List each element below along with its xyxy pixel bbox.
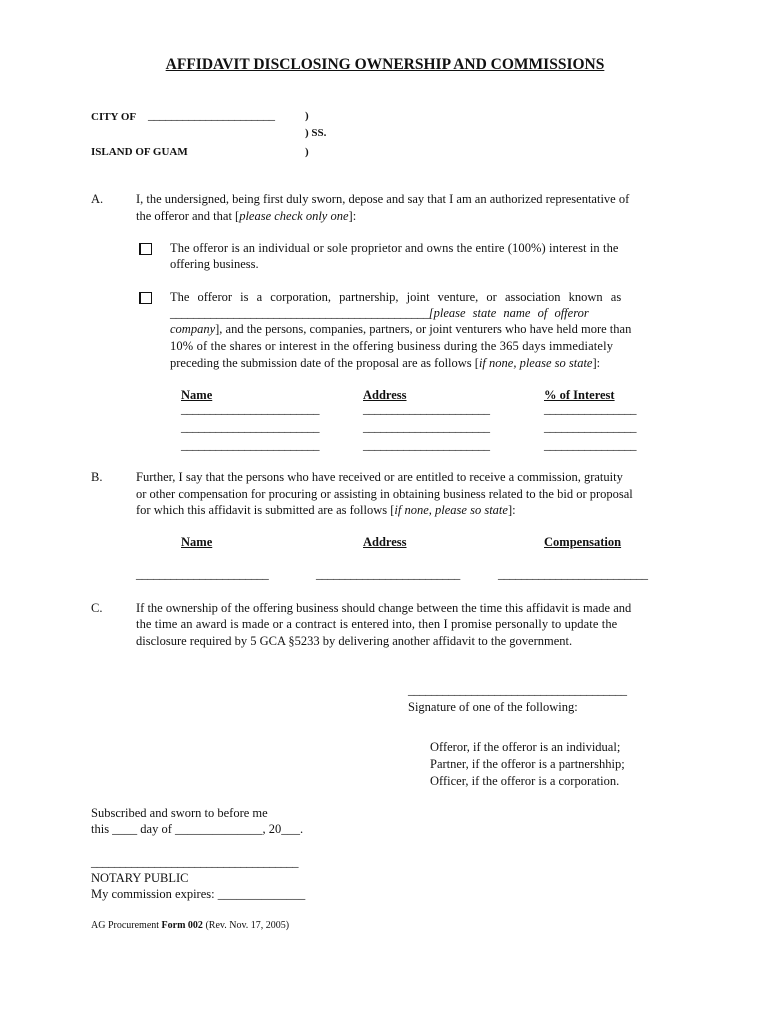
section-b-line-2: or other compensation for procuring or assisting in obtaining business related to the bid or proposal (136, 487, 633, 501)
a-col-address-header: Address (363, 388, 407, 402)
section-a-letter: A. (91, 192, 104, 206)
paren-ss: ) SS. (305, 127, 327, 139)
checkbox-corporation[interactable] (139, 292, 152, 304)
form-footer: AG Procurement Form 002 (Rev. Nov. 17, 2005) (91, 920, 290, 931)
option-individual-line-1: The offeror is an individual or sole proprietor and owns the entire (100%) interest in the (170, 241, 619, 255)
a-row2-interest-blank[interactable]: ________________ (544, 420, 636, 434)
a-row1-address-blank[interactable]: ______________________ (363, 402, 490, 416)
notary-signature-line[interactable]: ____________________________________ (91, 855, 298, 869)
option-corporation-line-3: company], and the persons, companies, partners, or joint venturers who have held more than (170, 322, 632, 336)
sworn-line-2: this ____ day of ______________, 20___. (91, 822, 304, 836)
section-b-line-3: for which this affidavit is submitted are as follows [if none, please so state]: (136, 503, 516, 517)
a-row3-name-blank[interactable]: ________________________ (181, 438, 319, 452)
b-address-blank[interactable]: _________________________ (316, 567, 460, 581)
option-corporation-line-4: 10% of the shares or interest in the offering business during the 365 days immediately (170, 339, 614, 353)
a-row2-name-blank[interactable]: ________________________ (181, 420, 319, 434)
island-label: ISLAND OF GUAM (91, 146, 188, 158)
a-row3-interest-blank[interactable]: ________________ (544, 438, 636, 452)
a-col-name-header: Name (181, 388, 213, 402)
option-corporation-line-2: _____________________________________________[please state name of offeror (170, 306, 589, 320)
option-corporation-line-5: preceding the submission date of the proposal are as follows [if none, please so state]: (170, 356, 601, 370)
section-b-letter: B. (91, 470, 103, 484)
city-blank: ______________________ (148, 108, 275, 122)
document-title: AFFIDAVIT DISCLOSING OWNERSHIP AND COMMISSIONS (165, 56, 605, 73)
sworn-line-1: Subscribed and sworn to before me (91, 806, 268, 820)
checkbox-individual[interactable] (139, 243, 152, 255)
notary-title: NOTARY PUBLIC (91, 871, 189, 885)
signature-role-officer: Officer, if the offeror is a corporation. (430, 774, 620, 788)
a-row2-address-blank[interactable]: ______________________ (363, 420, 490, 434)
section-c-letter: C. (91, 601, 103, 615)
paren-bottom: ) (305, 146, 309, 158)
signature-line[interactable]: ______________________________________ (408, 683, 627, 697)
option-individual-line-2: offering business. (170, 257, 259, 271)
city-label: CITY OF (91, 111, 137, 123)
commission-expires: My commission expires: ______________ (91, 887, 306, 901)
signature-role-partner: Partner, if the offeror is a partnershhip; (430, 757, 625, 771)
a-col-interest-header: % of Interest (544, 388, 615, 402)
b-col-name-header: Name (181, 535, 213, 549)
paren-top: ) (305, 110, 309, 122)
b-col-address-header: Address (363, 535, 407, 549)
section-c-line-3: disclosure required by 5 GCA §5233 by delivering another affidavit to the government. (136, 634, 573, 648)
a-row1-name-blank[interactable]: ________________________ (181, 402, 319, 416)
section-a-intro-1: I, the undersigned, being first duly sworn, depose and say that I am an authorized representative of (136, 192, 630, 206)
a-row3-address-blank[interactable]: ______________________ (363, 438, 490, 452)
b-name-blank[interactable]: _______________________ (136, 567, 269, 581)
b-compensation-blank[interactable]: __________________________ (498, 567, 648, 581)
signature-role-offeror: Offeror, if the offeror is an individual; (430, 740, 621, 754)
a-row1-interest-blank[interactable]: ________________ (544, 402, 636, 416)
section-a-intro-2: the offeror and that [please check only one]: (136, 209, 357, 223)
signature-label: Signature of one of the following: (408, 700, 578, 714)
section-c-line-1: If the ownership of the offering business should change between the time this affidavit is made and (136, 601, 632, 615)
section-c-line-2: the time an award is made or a contract is entered into, then I promise personally to update the (136, 617, 618, 631)
option-corporation-line-1: The offeror is a corporation, partnership, joint venture, or association known as (170, 290, 622, 304)
b-col-compensation-header: Compensation (544, 535, 622, 549)
section-b-line-1: Further, I say that the persons who have received or are entitled to receive a commission, gratuity (136, 470, 623, 484)
